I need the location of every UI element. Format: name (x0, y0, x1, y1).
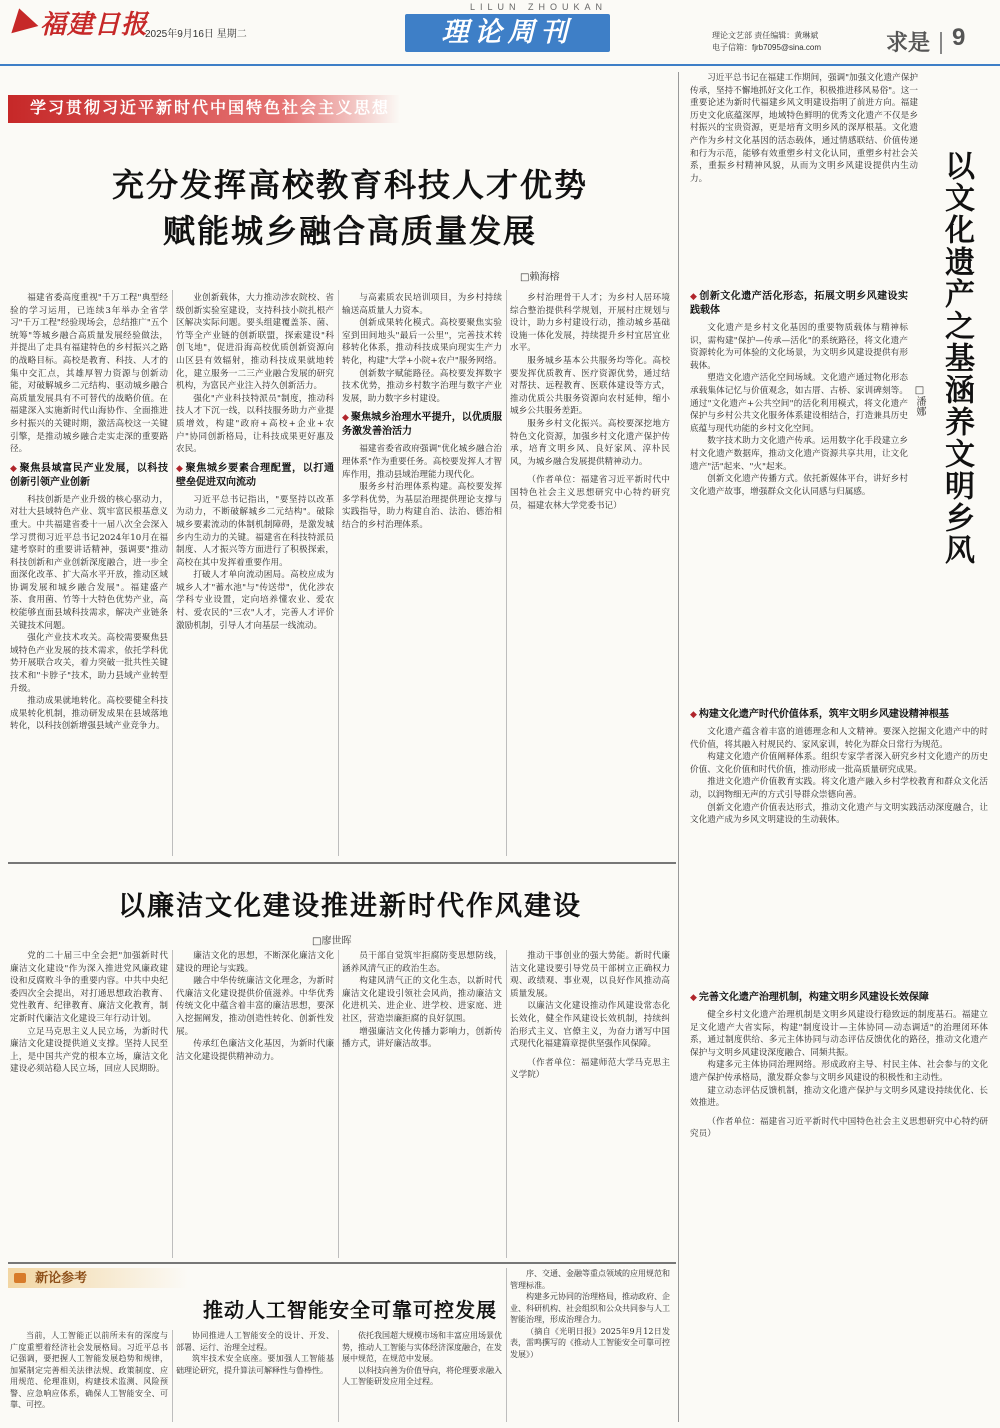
paragraph: 福建省委省政府强调"优化城乡融合治理体系"作为重要任务。高校要发挥人才智库作用，推动县域治理能力现代化。 (342, 444, 502, 480)
source-note: （摘自《光明日报》2025年9月12日发表，雷鸣撰写的《推动人工智能安全可靠可控发展》） (510, 1326, 670, 1359)
section-pinyin: LILUN ZHOUKAN (470, 2, 608, 12)
article3-author: □廖世晖 (312, 936, 352, 947)
section-label-text: 新论参考 (35, 1270, 88, 1285)
date-line: 2025年9月16日 星期二 (145, 29, 247, 40)
paragraph: 打破人才单向流动困局。高校应成为城乡人才"蓄水池"与"传送带"，优化涉农学科专业设置，定向培养懂农业、爱农村、爱农民的"三农"人才，完善人才评价激励机制，引导人才向基层一线流动。 (176, 570, 334, 631)
article2-title: 以文化遗产之基涵养文明乡风 (939, 150, 974, 566)
paragraph: 构建多元主体协同治理网络。形成政府主导、村民主体、社会参与的文化遗产保护传承格局，激发群众参与文明乡风建设的积极性和主动性。 (690, 1060, 988, 1083)
article2-intro (690, 72, 918, 280)
paragraph: 文化遗产蕴含着丰富的道德理念和人文精神。要深入挖掘文化遗产中的时代价值，将其融入村规民约、家风家训，转化为群众日常行为规范。 (690, 727, 988, 750)
logo-mark-icon (6, 5, 39, 33)
paragraph: 服务乡村文化振兴。高校要深挖地方特色文化资源，加强乡村文化遗产保护传承，培育文明乡风、良好家风、淳朴民风，为城乡融合发展提供精神动力。 (510, 418, 670, 467)
paragraph: 强化"产业科技特派员"制度，推动科技人才下沉一线，以科技服务助力产业提质增效，构建"政府+高校+企业+农户"协同创新格局，让科技成果更好惠及农民。 (176, 393, 334, 455)
paragraph: 协同推进人工智能安全的设计、开发、部署、运行、治理全过程。 (176, 1331, 334, 1352)
paper-name: 福建日报 (40, 10, 149, 40)
paragraph: 塑造文化遗产活化空间场域。文化遗产通过物化形态承载集体记忆与价值观念，如古厝、古桥、家训碑刻等。通过"文化遗产+公共空间"的活化利用模式，将文化遗产保护与乡村公共文化服务体系建设相结合，打造兼具历史底蕴与现代功能的乡村文化空间。 (690, 373, 908, 434)
article3-column-2 (176, 950, 334, 1258)
article2-author: □潘娜 (914, 385, 925, 416)
article4-column-3 (342, 1330, 502, 1422)
article2-subheading-3: ◆ 完善文化遗产治理机制，构建文明乡风建设长效保障 (690, 991, 988, 1005)
paragraph: 科技创新是产业升级的核心驱动力，对壮大县域特色产业、筑牢富民根基意义重大。中共福建省委十一届八次全会深入学习贯彻习近平总书记2024年10月在福建考察时的重要讲话精神，强调要"推动科技创新和产业创新深度融合，进一步全面深化改革、扩大高水平开放，推动区域协调发展和城乡融合发展"。福建盛产茶、食用菌、竹等十大特色优势产业，高校能够直面县域科技需求，解决产业链条关键技术问题。 (10, 494, 168, 631)
paragraph: 构建多元协同的治理格局，推动政府、企业、科研机构、社会组织和公众共同参与人工智能治理，形成治理合力。 (510, 1292, 670, 1324)
paragraph: 福建省委高度重视"千万工程"典型经验的学习运用，已连续3年举办全省学习"千万工程"经验现场会，总结推广"五个统筹"等城乡融合高质量发展经验做法，并提出了走具有福建特色的乡村振兴之路的战略目标。高校是教育、科技、人才的集中交汇点，其雄厚智力资源与创新动能，对破解城乡二元结构、驱动城乡融合高质量发展具有不可替代的战略价值。在福建深入实施新时代山海协作、全面推进乡村振兴的关键时期，激活高校这一关键引擎，是推动城乡融合走实走深的重要路径。 (10, 293, 168, 455)
paragraph: 廉洁文化的思想，不断深化廉洁文化建设的理论与实践。 (176, 951, 334, 974)
paragraph: 筑牢技术安全底座。要加强人工智能基础理论研究，提升算法可解释性与鲁棒性。 (176, 1354, 334, 1375)
paragraph: 创新数字赋能路径。高校要发挥数字技术优势，推动乡村数字治理与数字产业发展，助力数字乡村建设。 (342, 368, 502, 404)
article3-column-4 (510, 950, 670, 1258)
article2-subheading-1: ◆ 创新文化遗产活化形态，拓展文明乡风建设实践载体 (690, 290, 908, 318)
paragraph: 建立动态评估反馈机制，推动文化遗产保护与文明乡风建设持续优化、长效推进。 (690, 1085, 988, 1109)
paragraph: 序、交通、金融等重点领域的应用规范和管理标准。 (510, 1269, 670, 1290)
paragraph: 构建文化遗产价值阐释体系。组织专家学者深入研究乡村文化遗产的历史价值、文化价值和时代价值，推动形成一批高质量研究成果。 (690, 752, 988, 775)
paragraph: 员干部自觉筑牢拒腐防变思想防线，涵养风清气正的政治生态。 (342, 951, 502, 974)
article2-subheading-2: ◆ 构建文化遗产时代价值体系，筑牢文明乡风建设精神根基 (690, 708, 988, 722)
article3-title: 以廉洁文化建设推进新时代作风建设 (118, 891, 582, 922)
article2-section-a (690, 284, 908, 699)
banner (8, 95, 400, 123)
paragraph: 创新文化遗产传播方式。依托新媒体平台，讲好乡村文化遗产故事，增强群众文化认同感与归属感。 (690, 474, 908, 497)
article1-column-1 (10, 292, 168, 855)
banner-text: 学习贯彻习近平新时代中国特色社会主义思想 (30, 100, 391, 117)
article1-subheading-1: ◆ 聚焦县域富民产业发展，以科技创新引领产业创新 (10, 462, 168, 490)
page-number: 9 (952, 24, 966, 51)
editor-line: 理论文艺部 责任编辑：黄琳斌 (712, 31, 819, 40)
paragraph: 强化产业技术攻关。高校需要聚焦县域特色产业发展的技术需求，依托学科优势开展联合攻关，着力突破一批共性关键技术和"卡脖子"技术，助力县域产业转型升级。 (10, 633, 168, 694)
article1-column-3 (342, 292, 502, 855)
email-line: 电子信箱：fjrb7095@sina.com (712, 43, 822, 52)
author-note: （作者单位：福建师范大学马克思主义学院） (510, 1057, 670, 1081)
article1-subheading-3: ◆ 聚焦城乡治理水平提升，以优质服务激发善治活力 (342, 411, 502, 439)
article1-subheading-2: ◆ 聚焦城乡要素合理配置，以打通壁垒促进双向流动 (176, 462, 334, 490)
paragraph: 服务城乡基本公共服务均等化。高校要发挥优质教育、医疗资源优势，通过结对帮扶、远程教育、医联体建设等方式，推动优质公共服务资源向农村延伸，缩小城乡公共服务差距。 (510, 355, 670, 417)
article1-column-2 (176, 292, 334, 855)
paragraph: 当前，人工智能正以前所未有的深度与广度重塑着经济社会发展格局。习近平总书记强调，要把握人工智能发展趋势和规律，加紧制定完善相关法律法规、政策制度、应用规范、伦理准则，构建技术监测、风险预警、应急响应体系，确保人工智能安全、可靠、可控。 (10, 1331, 168, 1409)
paragraph: 增强廉洁文化传播力影响力，创新传播方式，讲好廉洁故事。 (342, 1026, 502, 1050)
column-name: 求是 (886, 30, 931, 56)
paragraph: 习近平总书记指出，"要坚持以改革为动力，不断破解城乡二元结构"。破除城乡要素流动的体制机制障碍，是激发城乡内生动力的关键。福建省在科技特派员制度、人才振兴等方面进行了积极探索，高校在其中发挥着重要作用。 (176, 494, 334, 568)
article1-title-line2: 赋能城乡融合高质量发展 (162, 212, 537, 250)
article4-column-1 (10, 1330, 168, 1422)
article1-author: □赖海榕 (520, 272, 560, 283)
paragraph: 推动成果就地转化。高校要健全科技成果转化机制，推动研发成果在县域落地转化，以科技创新增强县域产业竞争力。 (10, 696, 168, 732)
paragraph: 数字技术助力文化遗产传承。运用数字化手段建立乡村文化遗产数据库，推动文化遗产资源共享共用，让文化遗产"活"起来、"火"起来。 (690, 436, 908, 472)
paragraph: 创新文化遗产价值表达形式，推动文化遗产与文明实践活动深度融合，让文化遗产成为乡风文明建设的生动载体。 (690, 802, 988, 826)
section-title: 理论周刊 (441, 17, 574, 48)
paragraph: 服务乡村治理体系构建。高校要发挥多学科优势，为基层治理提供理论支撑与实践指导，助力构建自治、法治、德治相结合的乡村治理体系。 (342, 482, 502, 530)
book-icon (14, 1273, 26, 1283)
article4-title: 推动人工智能安全可靠可控发展 (203, 1298, 497, 1322)
paragraph: 习近平总书记在福建工作期间，强调"加强文化遗产保护传承，坚持不懈地抓好文化工作，积极推进移风易俗"。这一重要论述为新时代福建乡风文明建设指明了前进方向。福建历史文化底蕴深厚，地域特色鲜明的优秀文化遗产不仅是乡村振兴的宝贵资源，更是培育文明乡风的深厚根基。文化遗产作为乡村文化基因的活态载体，通过情感联结、价值传递和行为示范，能够有效重塑乡村文化认同，重塑乡村社会关系，重振乡村精神风貌，从而为文明乡风建设提供内生动力。 (690, 73, 918, 184)
article3-column-1 (10, 950, 168, 1258)
paragraph: 业创新载体，大力推动涉农院校、省级创新实验室建设，支持科技小院扎根产区解决实际问题。要头组建覆盖茶、菌、竹等全产业链的创新联盟，探索建设"科创飞地"，促进沿海高校优质创新资源向山区县有效辐射，推动科技成果就地转化，建立服务一二三产业融合发展的研究机构，为富民产业注入持久创新活力。 (176, 293, 334, 392)
paragraph: 文化遗产是乡村文化基因的重要物质载体与精神标识，需构建"保护—传承—活化"的系统路径，将文化遗产资源转化为可体验的文化场景，为文明乡风建设提供有形载体。 (690, 323, 908, 371)
paragraph: 创新成果转化模式。高校要聚焦实验室到田间地头"最后一公里"，完善技术转移转化体系，推动科技成果向现实生产力转化，构建"大学+小院+农户"服务网络。 (342, 318, 502, 366)
paragraph: 党的二十届三中全会把"加强新时代廉洁文化建设"作为深入推进党风廉政建设和反腐败斗争的重要内容。中共中央纪委四次全会提出，对打通思想政治教育、党性教育、纪律教育、廉洁文化教育，制定新时代廉洁文化建设三年行动计划。 (10, 951, 168, 1024)
masthead (0, 0, 1000, 72)
paragraph: 依托我国超大规模市场和丰富应用场景优势，推动人工智能与实体经济深度融合，在发展中规范，在规范中发展。 (342, 1331, 502, 1363)
author-note: （作者单位：福建省习近平新时代中国特色社会主义思想研究中心特约研究员，福建农林大学党委书记） (510, 475, 670, 511)
paragraph: 立足马克思主义人民立场，为新时代廉洁文化建设提供道义支撑。坚持人民至上，是中国共产党的根本立场，廉洁文化建设必须站稳人民立场，回应人民期盼。 (10, 1026, 168, 1075)
paragraph: 融合中华传统廉洁文化理念，为新时代廉洁文化建设提供价值滋养。中华优秀传统文化中蕴含着丰富的廉洁思想，要深入挖掘阐发，推动创造性转化、创新性发展。 (176, 976, 334, 1037)
article2-section-c (690, 985, 988, 1422)
article3-column-3 (342, 950, 502, 1258)
paragraph: 以廉洁文化建设推动作风建设常态化长效化，健全作风建设长效机制，持续纠治形式主义、官僚主义，为奋力谱写中国式现代化福建篇章提供坚强作风保障。 (510, 1001, 670, 1050)
article2-section-b (690, 702, 988, 982)
article4-column-2 (176, 1330, 334, 1422)
article4-column-4 (510, 1268, 670, 1422)
paragraph: 以科技向善为价值导向，将伦理要求融入人工智能研发应用全过程。 (342, 1365, 502, 1386)
article1-title-line1: 充分发挥高校教育科技人才优势 (111, 166, 588, 204)
section-title-box (405, 14, 610, 52)
paragraph: 传承红色廉洁文化基因，为新时代廉洁文化建设提供精神动力。 (176, 1039, 334, 1062)
paragraph: 与高素质农民培训项目，为乡村持续输送高质量人力资本。 (342, 293, 502, 316)
paragraph: 推进文化遗产价值教育实践。将文化遗产融入乡村学校教育和群众文化活动，以润物细无声的方式引导群众崇德向善。 (690, 777, 988, 800)
section-label (8, 1268, 188, 1288)
paragraph: 推动干事创业的强大势能。新时代廉洁文化建设要引导党员干部树立正确权力观、政绩观、事业观，以良好作风推动高质量发展。 (510, 951, 670, 999)
author-note: （作者单位：福建省习近平新时代中国特色社会主义思想研究中心特约研究员） (690, 1116, 988, 1140)
paragraph: 构建风清气正的文化生态，以新时代廉洁文化建设引领社会风尚，推动廉洁文化进机关、进企业、进学校、进家庭、进社区，营造崇廉拒腐的良好氛围。 (342, 976, 502, 1024)
article1-column-4 (510, 292, 670, 855)
paragraph: 乡村治理骨干人才；为乡村人居环境综合整治提供科学规划，开展村庄规划与设计，助力乡村建设行动，推动城乡基础设施一体化发展，持续提升乡村宜居宜业水平。 (510, 293, 670, 354)
paragraph: 健全乡村文化遗产治理机制是文明乡风建设行稳致远的制度基石。福建立足文化遗产大省实际，构建"制度设计—主体协同—动态调适"的治理闭环体系，通过制度供给、多元主体协同与动态评估反馈优化的路径，推动文化遗产保护与文明乡风建设深度融合、同频共振。 (690, 1010, 988, 1058)
